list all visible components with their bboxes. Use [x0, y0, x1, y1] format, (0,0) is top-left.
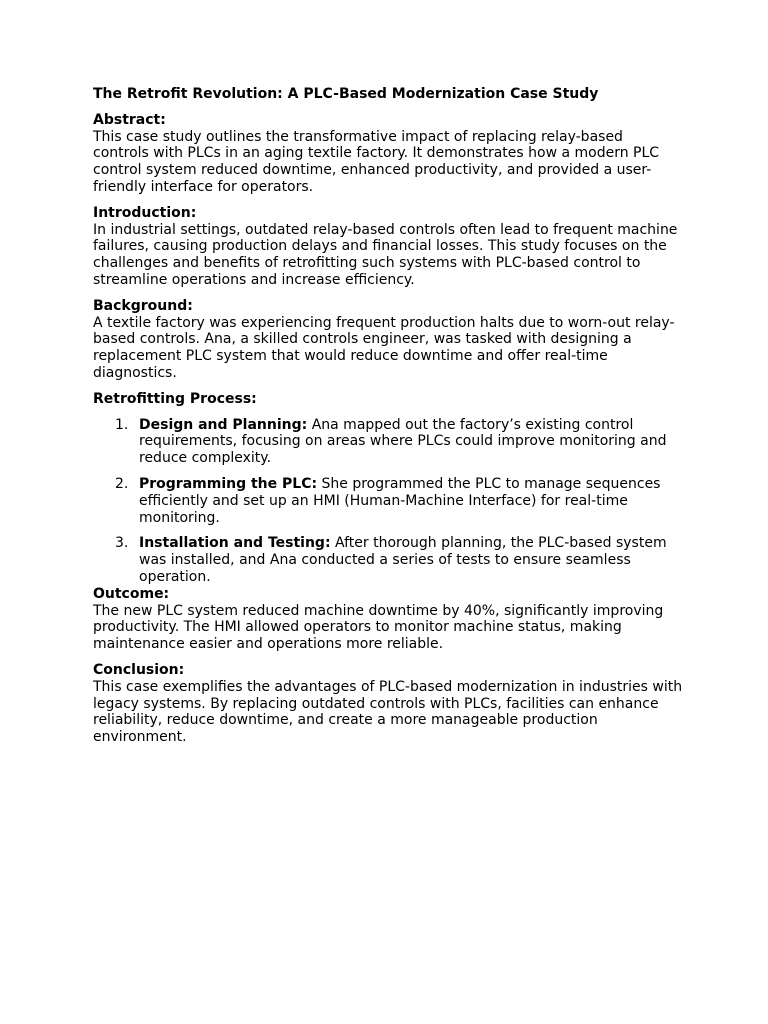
conclusion-section — [93, 662, 683, 746]
conclusion-text: This case exemplifies the advantages of PLC-based modernization in industries with legacy systems. By replacing outdated controls with PLCs, facilities can enhance reliability, reduce downtime, and create a more manageable production environment. — [93, 678, 683, 746]
document-page — [93, 86, 683, 755]
background-heading: Background: — [93, 297, 193, 314]
process-step — [93, 535, 683, 585]
step-title: Installation and Testing: — [139, 535, 331, 552]
step-text: Ana mapped out the factory’s existing control requirements, focusing on areas where PLCs could improve monitoring and reduce complexity. — [139, 416, 667, 467]
outcome-text: The new PLC system reduced machine downtime by 40%, significantly improving productivity. The HMI allowed operators to monitor machine status, making maintenance easier and operations more reliable. — [93, 602, 664, 653]
background-section — [93, 298, 683, 382]
outcome-heading: Outcome: — [93, 585, 170, 602]
conclusion-heading: Conclusion: — [93, 661, 185, 678]
step-title: Programming the PLC: — [139, 475, 318, 492]
outcome-section — [93, 586, 683, 653]
process-section — [93, 391, 683, 586]
abstract-heading: Abstract: — [93, 111, 166, 128]
introduction-heading: Introduction: — [93, 204, 197, 221]
process-steps-list — [93, 417, 683, 586]
introduction-text: In industrial settings, outdated relay-based controls often lead to frequent machine failures, causing production delays and financial losses. This study focuses on the challenges and benefits of retrofitting such systems with PLC-based control to streamline operations and increase efficiency. — [93, 221, 678, 288]
step-text: After thorough planning, the PLC-based system was installed, and Ana conducted a series of tests to ensure seamless operation. — [139, 535, 667, 585]
step-number: 3. — [115, 535, 129, 552]
step-number: 1. — [115, 416, 129, 433]
process-heading: Retrofitting Process: — [93, 390, 257, 407]
document-title: The Retrofit Revolution: A PLC-Based Modernization Case Study — [93, 86, 599, 102]
process-step — [93, 476, 683, 526]
step-text: She programmed the PLC to manage sequences efficiently and set up an HMI (Human-Machine Interface) for real-time monitoring. — [139, 475, 661, 526]
background-text: A textile factory was experiencing frequent production halts due to worn-out relay-based controls. Ana, a skilled controls engineer, was tasked with designing a replacement PLC system that would reduce downtime and offer real-time diagnostics. — [93, 314, 675, 381]
introduction-section — [93, 205, 683, 289]
step-number: 2. — [115, 475, 129, 492]
process-step — [93, 417, 683, 467]
step-title: Design and Planning: — [139, 416, 308, 433]
abstract-text: This case study outlines the transformative impact of replacing relay-based controls with PLCs in an aging textile factory. It demonstrates how a modern PLC control system reduced downtime, enhanced productivity, and provided a user-friendly interface for operators. — [93, 128, 660, 195]
abstract-section — [93, 112, 683, 196]
